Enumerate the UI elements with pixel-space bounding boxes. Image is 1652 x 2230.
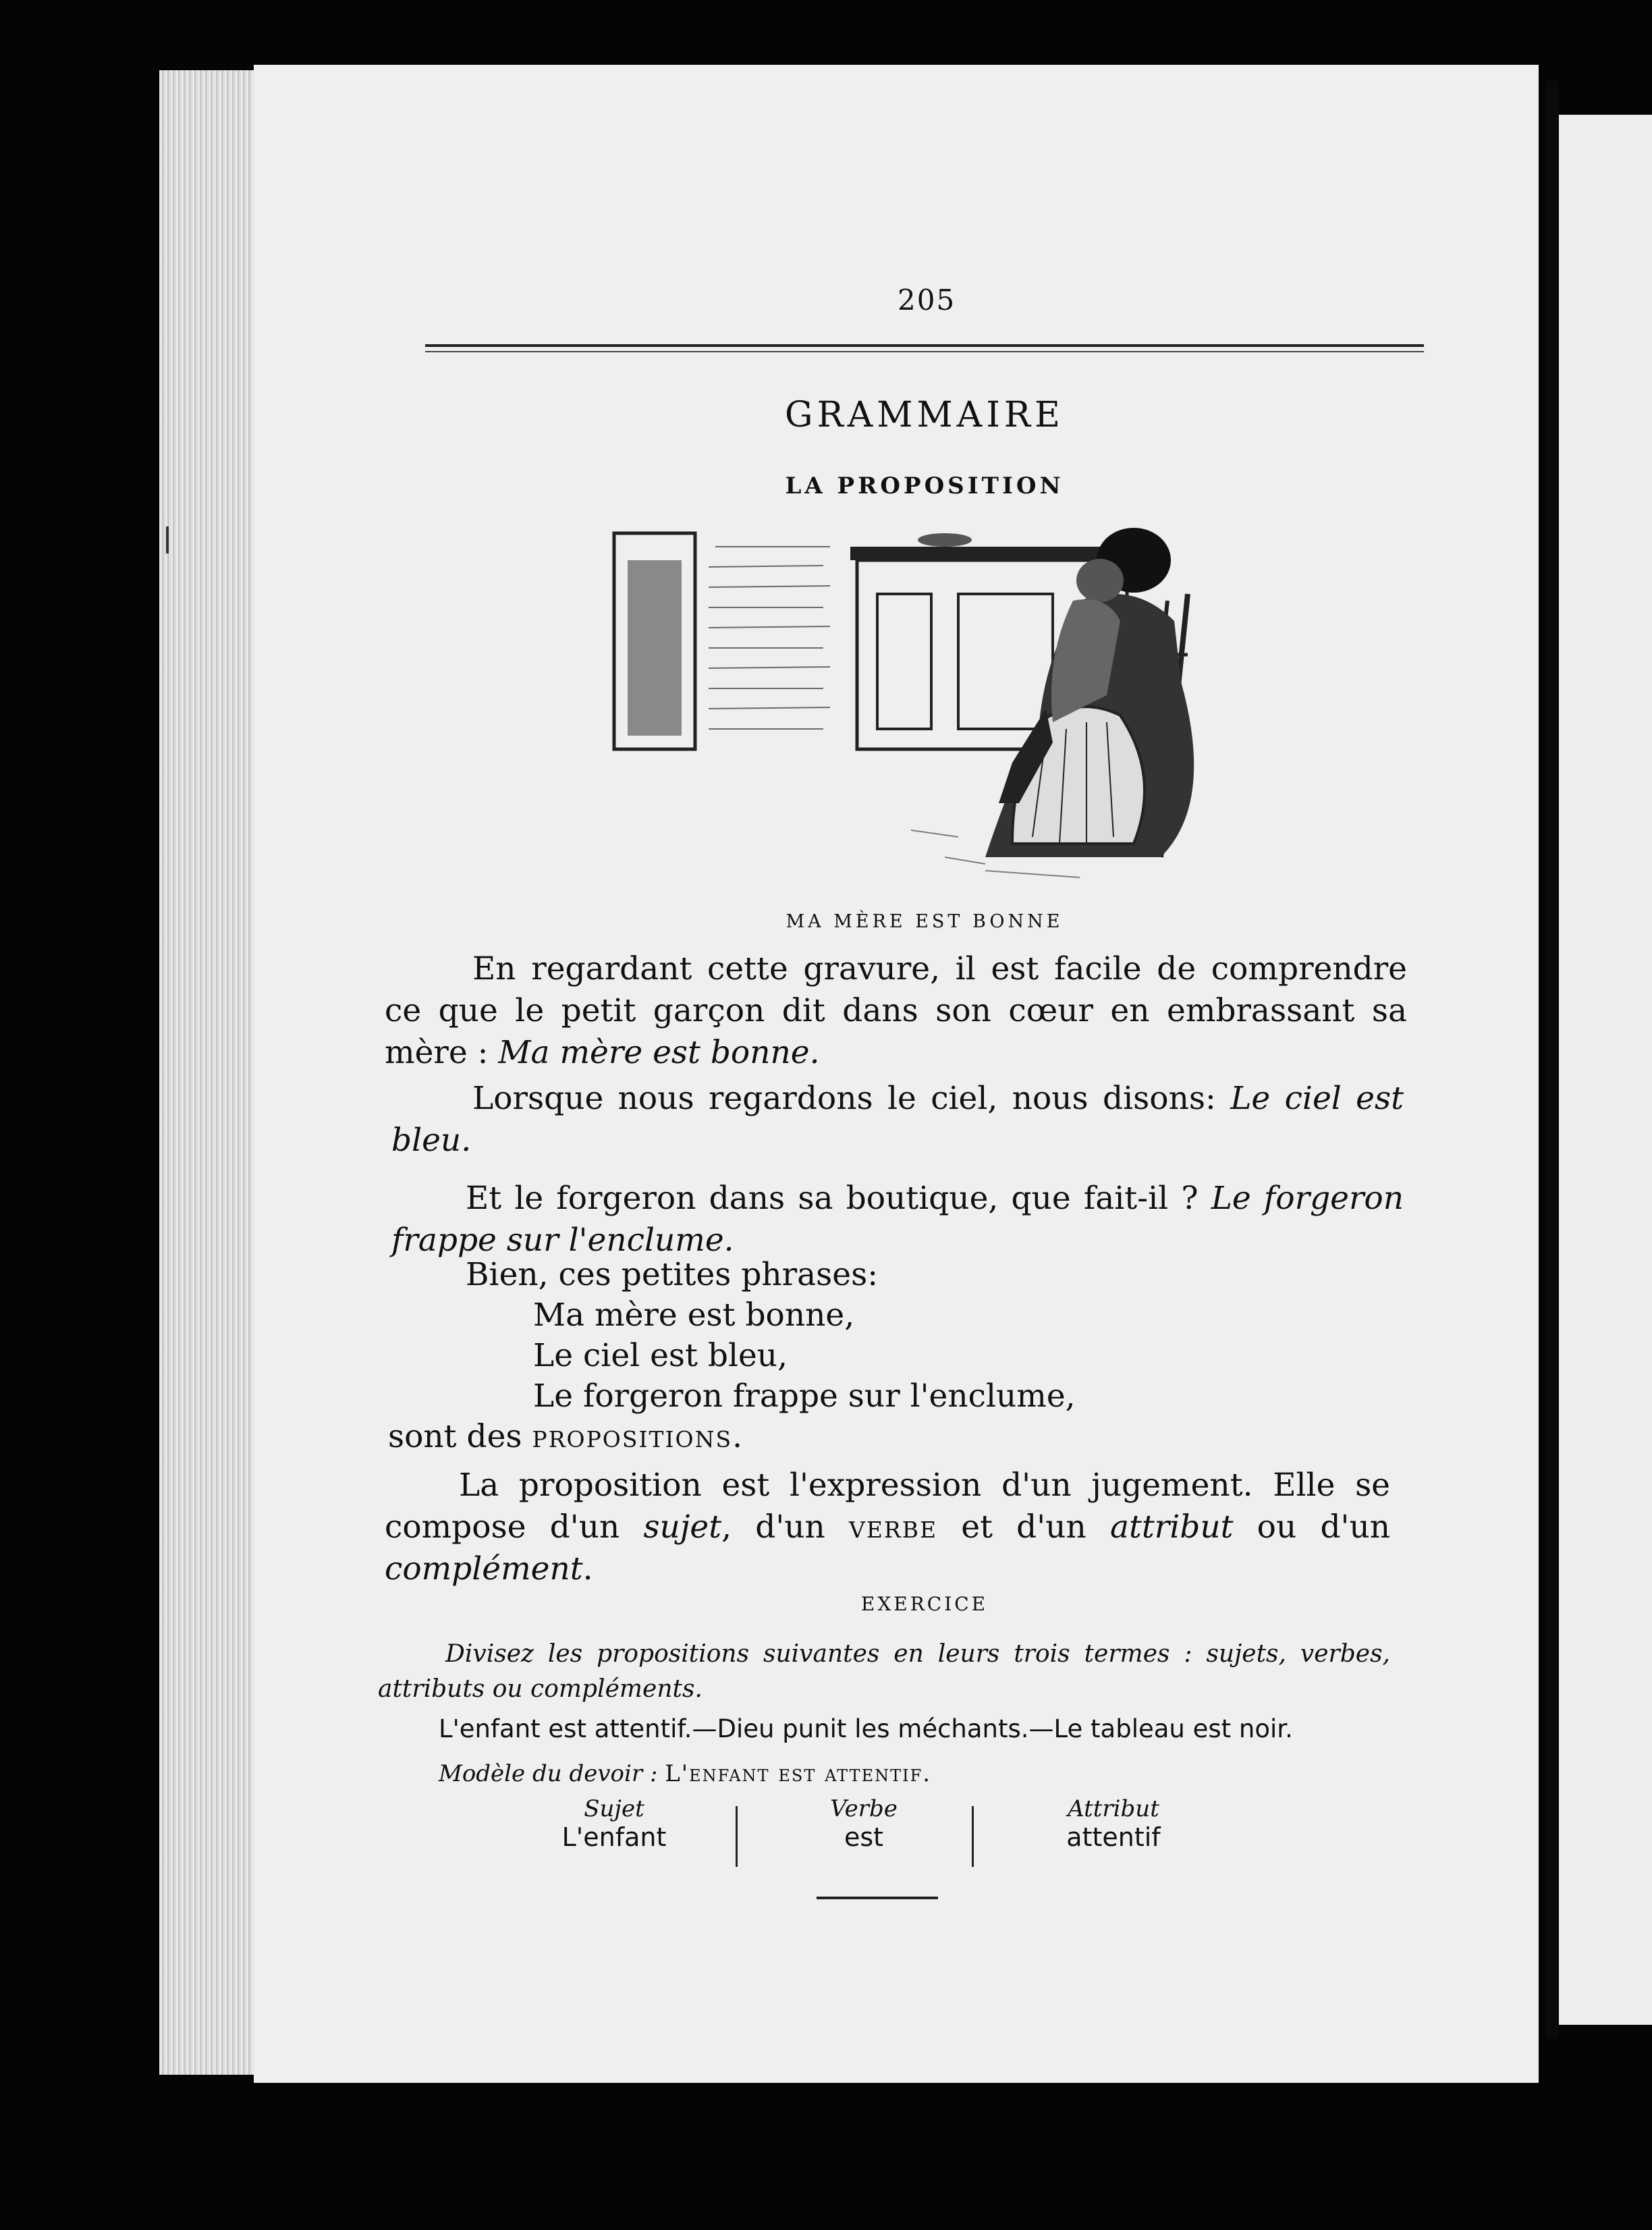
example-phrase: Le ciel est bleu.: [391, 1080, 1404, 1159]
keyword: complément: [385, 1550, 583, 1587]
keyword: attribut: [1109, 1508, 1234, 1546]
example-list-item: Ma mère est bonne,: [533, 1297, 855, 1334]
exercise-sentences: L'enfant est attentif.—Dieu punit les méchants.—Le tableau est noir.: [439, 1714, 1293, 1743]
model-value: L'enfant est attentif.: [665, 1760, 932, 1787]
exercise-instruction: Divisez les propositions suivantes en leurs trois termes : sujets, verbes, attributs ou compléments.: [378, 1640, 1390, 1703]
section-title: GRAMMAIRE: [785, 395, 1064, 435]
paragraph-3: Et le forgeron dans sa boutique, que fait-il ? Le forgeron frappe sur l'enclume.: [391, 1180, 1404, 1259]
example-list-item: Le ciel est bleu,: [533, 1337, 788, 1374]
keyword: verbe: [848, 1508, 938, 1546]
gutter-shadow: [1545, 81, 1559, 2038]
paragraph-4: Bien, ces petites phrases:: [466, 1256, 879, 1293]
illustration-caption: MA MÈRE EST BONNE: [786, 911, 1064, 932]
footer-rule: [817, 1897, 938, 1899]
section-subtitle: LA PROPOSITION: [785, 472, 1064, 499]
header-rule: [425, 344, 1424, 352]
paragraph-6: La proposition est l'expression d'un jugement. Elle se compose d'un sujet, d'un verbe et d'un attribut ou d'un complément.: [385, 1467, 1390, 1587]
margin-mark: [166, 526, 169, 553]
column-divider: [972, 1806, 974, 1867]
example-phrase: Ma mère est bonne.: [498, 1034, 820, 1071]
next-page-edge: [1559, 115, 1652, 2025]
keyword: sujet: [643, 1508, 722, 1546]
example-list-item: Le forgeron frappe sur l'enclume,: [533, 1378, 1076, 1415]
page-number: 205: [898, 283, 956, 317]
column-verb: Verbe est: [830, 1795, 898, 1852]
exercise-title: EXERCICE: [860, 1593, 989, 1615]
paragraph-5: sont des propositions.: [388, 1418, 743, 1455]
column-subject: Sujet L'enfant: [561, 1795, 667, 1852]
column-attribute: Attribut attentif: [1066, 1795, 1161, 1852]
paragraph-2: Lorsque nous regardons le ciel, nous disons: Le ciel est bleu.: [391, 1080, 1404, 1159]
keyword: propositions: [532, 1418, 733, 1455]
model-label: Modèle du devoir :: [439, 1760, 665, 1787]
engraving-mother-embracing-child-icon: [607, 520, 1228, 884]
column-divider: [736, 1806, 738, 1867]
example-phrase: Le forgeron frappe sur l'enclume.: [391, 1180, 1404, 1259]
book-page-stack: [159, 70, 254, 2075]
model-line: [439, 1760, 931, 1787]
model-table: [526, 1795, 1201, 1870]
paragraph-1: En regardant cette gravure, il est facile de comprendre ce que le petit garçon dit dans son cœur en embrassant sa mère : Ma mère est bonne.: [385, 950, 1407, 1071]
